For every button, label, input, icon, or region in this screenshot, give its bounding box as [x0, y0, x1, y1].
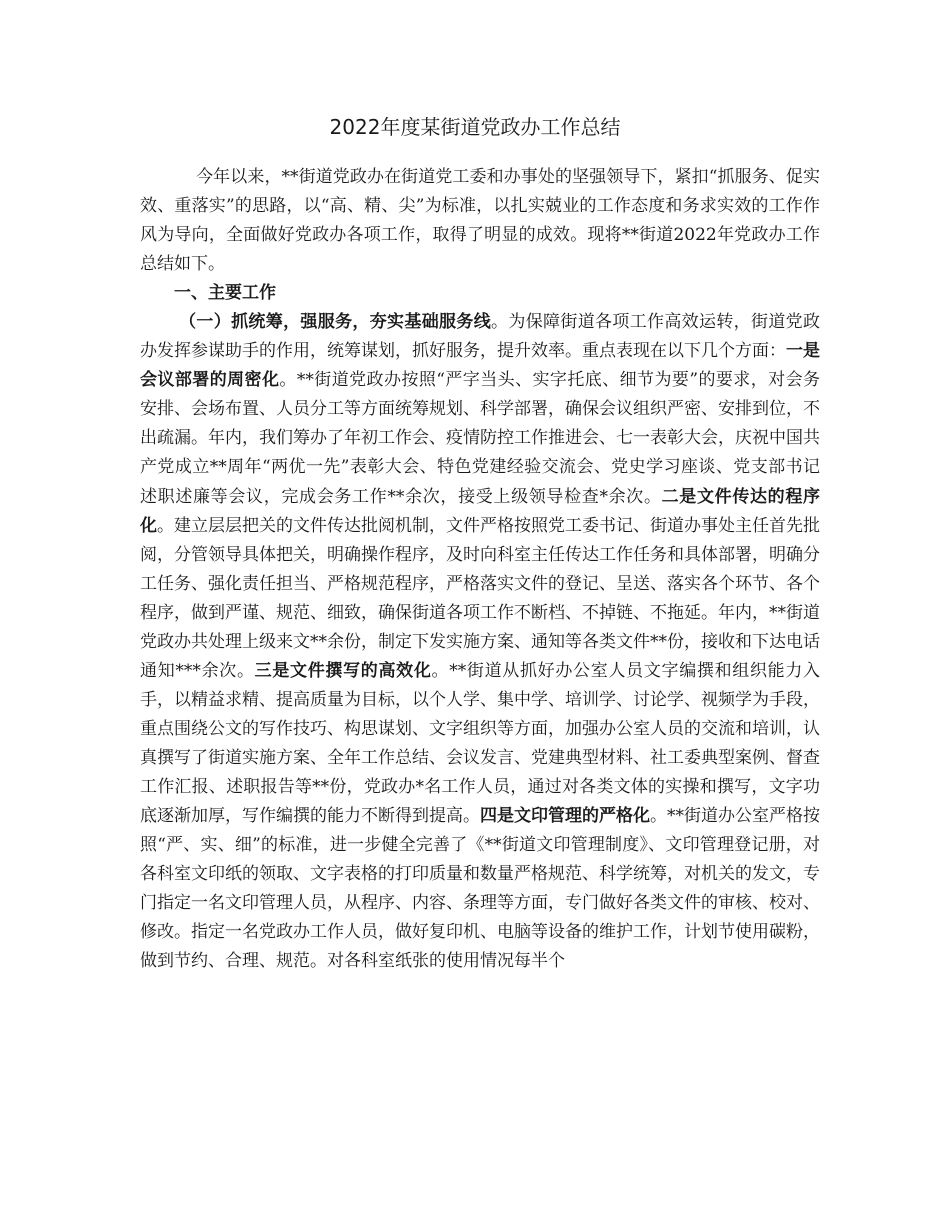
point-3-title: 三是文件撰写的高效化	[254, 660, 432, 681]
document-title: 2022年度某街道党政办工作总结	[329, 115, 621, 139]
point-1-title: 一是会议部署的周密化	[140, 341, 820, 391]
document-body	[140, 163, 820, 976]
point-4-text: 。**街道办公室严格按照“严、实、细”的标准，进一步健全完善了《**街道文印管理制度》、文印管理登记册，对各科室文印纸的领取、文字表格的打印质量和数量严格规范、科学统筹，对机关的发文，专门指定一名文印管理人员，从程序、内容、条理等方面，专门做好各类文件的审核、校对、修改。指定一名党政办工作人员，做好复印机、电脑等设备的维护工作，计划节使用碳粉，做到节约、合理、规范。对各科室纸张的使用情况每半个	[140, 806, 820, 972]
point-2-text: 。建立层层把关的文件传达批阅机制，文件严格按照党工委书记、街道办事处主任首先批阅，分管领导具体把关，明确操作程序，及时向科室主任传达工作任务和具体部署，明确分工任务、强化责任担当、严格规范程序，严格落实文件的登记、呈送、落实各个环节、各个程序，做到严谨、规范、细致，确保街道各项工作不断档、不掉链、不拖延。年内，**街道党政办共处理上级来文**余份，制定下发实施方案、通知等各类文件**份，接收和下达电话通知***余次。	[140, 515, 820, 681]
subsection-lead: （一）抓统筹，强服务，夯实基础服务线	[179, 312, 492, 333]
point-2-title: 二是文件传达的程序化	[140, 486, 821, 536]
point-1-text: 。**街道党政办按照“严字当头、实字托底、细节为要”的要求，对会务安排、会场布置、人员分工等方面统筹规划、科学部署，确保会议组织严密、安排到位，不出疏漏。年内，我们筹办了年初工作会、疫情防控工作推进会、七一表彰大会，庆祝中国共产党成立**周年“两优一先”表彰大会、特色党建经验交流会、党史学习座谈、党支部书记述职述廉等会议，完成会务工作**余次，接受上级领导检查*余次。	[140, 370, 821, 507]
section-heading-main-work: 一、主要工作	[174, 283, 276, 304]
point-3-text: 。**街道从抓好办公室人员文字编撰和组织能力入手，以精益求精、提高质量为目标，以个人学、集中学、培训学、讨论学、视频学为手段，重点围绕公文的写作技巧、构思谋划、文字组织等方面，加强办公室人员的交流和培训，认真撰写了街道实施方案、全年工作总结、会议发言、党建典型材料、社工委典型案例、督查工作汇报、述职报告等**份，党政办*名工作人员，通过对各类文体的实操和撰写，文字功底逐渐加厚，写作编撰的能力不断得到提高。	[140, 660, 821, 827]
intro-paragraph: 今年以来，**街道党政办在街道党工委和办事处的坚强领导下，紧扣“抓服务、促实效、重落实”的思路，以“高、精、尖”为标准，以扎实兢业的工作态度和务求实效的工作作风为导向，全面做好党政办各项工作，取得了明显的成效。现将**街道2022年党政办工作总结如下。	[140, 167, 820, 275]
subsection-text: 。为保障街道各项工作高效运转，街道党政办发挥参谋助手的作用，统筹谋划，抓好服务，提升效率。重点表现在以下几个方面：	[140, 312, 820, 362]
point-4-title: 四是文印管理的严格化	[480, 806, 650, 827]
subsection-paragraph-1	[140, 308, 820, 976]
